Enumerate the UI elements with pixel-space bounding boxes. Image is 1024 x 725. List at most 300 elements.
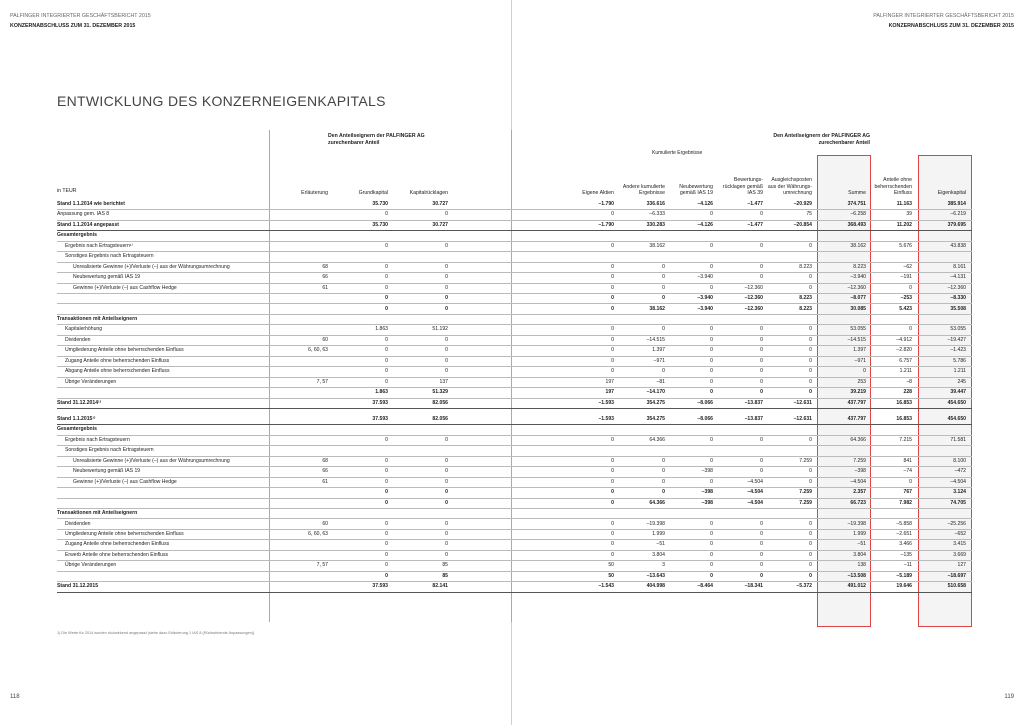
row-value: –12.360 <box>744 284 763 291</box>
row-value: –3.940 <box>697 305 713 312</box>
row-value: 245 <box>957 378 966 385</box>
row-value: 7.259 <box>799 499 812 506</box>
row-value: 3.669 <box>953 551 966 558</box>
group-header-left: Den Anteilseignern der PALFINGER AG zurechenbarer Anteil <box>328 133 425 146</box>
row-value: 74.705 <box>950 499 966 506</box>
row-value: 3.124 <box>953 489 966 496</box>
row-value: 0 <box>611 478 614 485</box>
row-label: Übrige Veränderungen <box>65 562 117 569</box>
row-value: 8.223 <box>799 305 812 312</box>
row-value: 1.397 <box>853 347 866 354</box>
row-value: 1.211 <box>953 368 966 375</box>
row-value: 43.838 <box>950 242 966 249</box>
row-value: 0 <box>385 551 388 558</box>
row-value: –1.477 <box>747 201 763 207</box>
row-value: –6.333 <box>649 211 665 218</box>
row-value: 37.593 <box>372 399 388 406</box>
row-value: 0 <box>385 499 388 506</box>
row-value: 437.797 <box>847 416 866 422</box>
row-value: 0 <box>611 436 614 443</box>
row-value: 35.730 <box>372 201 388 207</box>
row-value: 6, 60, 63 <box>308 347 328 354</box>
row-value: 0 <box>909 478 912 485</box>
row-value: 0 <box>760 551 763 558</box>
table-row <box>57 336 972 346</box>
row-value: –971 <box>653 357 665 364</box>
row-value: 38.162 <box>649 305 665 312</box>
row-value: 0 <box>611 520 614 527</box>
row-value: 0 <box>385 478 388 485</box>
row-value: 6, 60, 63 <box>308 530 328 537</box>
row-value: 0 <box>809 572 812 579</box>
row-value: 0 <box>710 562 713 569</box>
row-label: Neubewertung gemäß IAS 19 <box>73 468 141 475</box>
header-left-line2: KONZERNABSCHLUSS ZUM 31. DEZEMBER 2015 <box>10 23 136 29</box>
row-value: –12.360 <box>744 295 763 302</box>
table-row <box>57 399 972 409</box>
row-value: 767 <box>903 489 912 496</box>
row-value: 37.593 <box>372 583 388 590</box>
table-row <box>57 294 972 304</box>
row-value: 0 <box>809 368 812 375</box>
row-value: 0 <box>385 378 388 385</box>
row-value: 841 <box>903 457 912 464</box>
row-value: 64.366 <box>649 499 665 506</box>
row-value: 0 <box>445 541 448 548</box>
row-value: 0 <box>809 357 812 364</box>
row-value: 38.162 <box>649 242 665 249</box>
row-value: 3.804 <box>853 551 866 558</box>
row-value: 0 <box>385 436 388 443</box>
table-row <box>57 540 972 550</box>
row-value: 0 <box>385 295 388 302</box>
row-value: 0 <box>662 478 665 485</box>
row-value: –5.858 <box>896 520 912 527</box>
row-value: 0 <box>611 263 614 270</box>
table-row <box>57 305 972 315</box>
row-value: 0 <box>760 572 763 579</box>
row-value: 0 <box>385 572 388 579</box>
row-value: 0 <box>611 284 614 291</box>
row-value: 3.466 <box>899 541 912 548</box>
row-value: 0 <box>445 457 448 464</box>
row-label: Umgliederung Anteile ohne beherrschenden Einfluss <box>65 530 184 537</box>
row-value: 0 <box>760 520 763 527</box>
row-value: 0 <box>809 242 812 249</box>
row-value: 0 <box>611 305 614 312</box>
row-value: 0 <box>710 520 713 527</box>
row-label: Transaktionen mit Anteilseignern <box>57 510 138 517</box>
row-value: 0 <box>809 389 812 396</box>
row-value: –253 <box>900 295 912 302</box>
row-value: 0 <box>385 274 388 281</box>
row-value: –1.423 <box>950 347 966 354</box>
row-value: 1.999 <box>652 530 665 537</box>
row-value: 0 <box>385 242 388 249</box>
row-value: –6.219 <box>950 211 966 218</box>
row-value: –8.330 <box>950 295 966 302</box>
row-value: 437.797 <box>847 399 866 406</box>
row-value: –2.820 <box>896 347 912 354</box>
row-label: Ergebnis nach Ertragsteuern <box>65 436 130 443</box>
row-label: Umgliederung Anteile ohne beherrschenden Einfluss <box>65 347 184 354</box>
row-value: 0 <box>760 541 763 548</box>
row-value: 30.727 <box>432 201 448 207</box>
row-value: 0 <box>760 530 763 537</box>
table-row <box>57 551 972 561</box>
row-value: 7.259 <box>799 457 812 464</box>
row-value: 0 <box>385 357 388 364</box>
row-value: 454.650 <box>947 399 966 406</box>
table-row <box>57 499 972 509</box>
row-value: 379.695 <box>947 221 966 228</box>
row-value: 0 <box>611 357 614 364</box>
table-row <box>57 488 972 498</box>
row-value: 0 <box>611 326 614 333</box>
row-value: –4.131 <box>950 274 966 281</box>
header-right-line2: KONZERNABSCHLUSS ZUM 31. DEZEMBER 2015 <box>888 23 1014 29</box>
row-label: Gewinne (+)/Verluste (–) aus Cashflow Hedge <box>73 284 177 291</box>
row-value: –25.256 <box>947 520 966 527</box>
table-row <box>57 273 972 283</box>
row-value: –18.697 <box>947 572 966 579</box>
row-value: –1.543 <box>598 583 614 590</box>
row-value: 0 <box>385 457 388 464</box>
row-value: 0 <box>445 263 448 270</box>
row-value: 354.275 <box>646 399 665 406</box>
row-value: 8.223 <box>853 263 866 270</box>
row-value: 5.676 <box>899 242 912 249</box>
row-value: 1.999 <box>853 530 866 537</box>
row-value: 0 <box>662 274 665 281</box>
row-value: –12.631 <box>793 416 812 422</box>
row-value: 0 <box>710 530 713 537</box>
row-value: 0 <box>445 242 448 249</box>
row-value: 0 <box>710 336 713 343</box>
table-row <box>57 210 972 220</box>
row-value: –5.372 <box>796 583 812 590</box>
table-row <box>57 231 972 241</box>
row-value: 30.085 <box>850 305 866 312</box>
row-value: 3.415 <box>953 541 966 548</box>
row-value: 0 <box>760 562 763 569</box>
row-value: 85 <box>442 572 448 579</box>
row-value: 197 <box>605 378 614 385</box>
row-value: 8.100 <box>953 457 966 464</box>
row-value: –13.837 <box>744 416 763 422</box>
row-value: 35.508 <box>950 305 966 312</box>
row-value: 0 <box>445 211 448 218</box>
row-value: 0 <box>809 551 812 558</box>
row-value: 0 <box>809 274 812 281</box>
table-row <box>57 436 972 446</box>
row-label: Stand 1.1.2015¹⁾ <box>57 416 96 422</box>
row-value: 0 <box>760 347 763 354</box>
row-value: 0 <box>760 436 763 443</box>
row-value: 0 <box>809 541 812 548</box>
row-value: 5.786 <box>953 357 966 364</box>
row-value: 138 <box>857 562 866 569</box>
row-value: 0 <box>809 478 812 485</box>
row-value: –4.126 <box>697 221 713 228</box>
row-value: 51.192 <box>432 326 448 333</box>
row-value: 8.161 <box>953 263 966 270</box>
row-value: 7.215 <box>899 436 912 443</box>
row-value: –4.126 <box>697 201 713 207</box>
group-subheader: Kumulierte Ergebnisse <box>652 150 703 156</box>
row-value: –81 <box>656 378 665 385</box>
table-row <box>57 284 972 294</box>
column-header: Anteile ohne beherrschenden Einfluss <box>874 177 912 196</box>
footnote: 1) Die Werte für 2014 wurden rückwirkend angepasst (siehe dazu Erläuterung 1 IAS 8 (Rückwirkende Anpassungen)). <box>57 631 256 635</box>
page-number-right: 119 <box>1004 694 1014 700</box>
row-value: 0 <box>385 211 388 218</box>
row-value: 16.853 <box>896 416 912 422</box>
row-value: –398 <box>701 468 713 475</box>
row-value: –5.189 <box>896 572 912 579</box>
table-row <box>57 467 972 477</box>
row-label: Zugang Anteile ohne beherrschenden Einfluss <box>65 357 170 364</box>
row-value: 7.982 <box>899 499 912 506</box>
row-value: 0 <box>385 305 388 312</box>
table-row <box>57 446 972 456</box>
row-label: Stand 31.12.2015 <box>57 583 99 590</box>
row-value: 0 <box>760 468 763 475</box>
row-value: 0 <box>611 457 614 464</box>
column-header: Grundkapital <box>358 189 388 196</box>
row-value: 253 <box>857 378 866 385</box>
row-label: Sonstiges Ergebnis nach Ertragsteuern <box>65 447 154 454</box>
row-value: 0 <box>611 242 614 249</box>
row-value: 61 <box>322 478 328 485</box>
row-value: 0 <box>710 368 713 375</box>
row-value: 0 <box>611 347 614 354</box>
row-value: –62 <box>903 263 912 270</box>
row-value: –3.940 <box>697 274 713 281</box>
row-value: –14.515 <box>847 336 866 343</box>
row-value: 0 <box>760 357 763 364</box>
row-label: Kapitalerhöhung <box>65 326 103 333</box>
row-value: –398 <box>854 468 866 475</box>
row-value: 0 <box>611 489 614 496</box>
row-value: 127 <box>957 562 966 569</box>
row-value: 53.055 <box>850 326 866 333</box>
header-right <box>873 13 1014 29</box>
row-value: 0 <box>809 378 812 385</box>
row-value: 0 <box>760 274 763 281</box>
row-value: 5.423 <box>899 305 912 312</box>
row-value: 0 <box>662 468 665 475</box>
row-label: Stand 1.1.2014 wie berichtet <box>57 201 125 207</box>
table-row <box>57 221 972 231</box>
row-value: 64.366 <box>649 436 665 443</box>
row-value: 374.751 <box>847 201 866 207</box>
row-value: –12.360 <box>947 284 966 291</box>
row-label: Neubewertung gemäß IAS 19 <box>73 274 141 281</box>
row-value: 0 <box>445 284 448 291</box>
table-row <box>57 478 972 488</box>
row-value: –74 <box>903 468 912 475</box>
column-header: Summe <box>848 189 866 196</box>
row-value: –51 <box>857 541 866 548</box>
row-value: 0 <box>710 378 713 385</box>
row-label: Stand 1.1.2014 angepasst <box>57 221 120 228</box>
row-value: –1.477 <box>747 221 763 228</box>
table-row <box>57 252 972 262</box>
row-value: 8.223 <box>799 295 812 302</box>
table-row <box>57 509 972 519</box>
table-row <box>57 561 972 571</box>
row-label: Dividenden <box>65 520 91 527</box>
row-value: 50 <box>608 562 614 569</box>
row-value: 66.723 <box>850 499 866 506</box>
table-row <box>57 457 972 467</box>
row-value: 1.863 <box>375 389 388 396</box>
table-row <box>57 520 972 530</box>
row-value: 0 <box>445 551 448 558</box>
row-value: 0 <box>662 457 665 464</box>
row-label: Anpassung gem. IAS 8 <box>57 211 110 218</box>
row-value: 0 <box>445 357 448 364</box>
row-value: –4.504 <box>850 478 866 485</box>
column-header: Bewertungs-rücklagen gemäß IAS 39 <box>722 177 763 196</box>
row-value: 510.658 <box>947 583 966 590</box>
row-label: Unrealisierte Gewinne (+)/Verluste (–) aus der Währungsumrechnung <box>73 263 230 270</box>
row-value: 0 <box>710 263 713 270</box>
row-value: 50 <box>608 572 614 579</box>
row-value: –4.504 <box>950 478 966 485</box>
row-value: 0 <box>909 326 912 333</box>
table-row <box>57 367 972 377</box>
row-value: 0 <box>445 295 448 302</box>
row-value: 0 <box>710 389 713 396</box>
row-value: 404.998 <box>646 583 665 590</box>
row-value: –8.464 <box>697 583 713 590</box>
row-value: 6.757 <box>899 357 912 364</box>
row-value: 368.493 <box>847 221 866 228</box>
column-header: Eigene Aktien <box>582 189 614 196</box>
row-value: 0 <box>760 326 763 333</box>
row-value: –12.360 <box>847 284 866 291</box>
row-value: –135 <box>900 551 912 558</box>
row-label: Unrealisierte Gewinne (+)/Verluste (–) aus der Währungsumrechnung <box>73 457 230 464</box>
row-value: 0 <box>760 263 763 270</box>
row-value: –14.170 <box>646 389 665 396</box>
row-value: 0 <box>809 347 812 354</box>
row-label: Stand 31.12.2014¹⁾ <box>57 399 102 406</box>
row-value: 454.650 <box>947 416 966 422</box>
row-value: 0 <box>611 499 614 506</box>
row-value: 30.727 <box>432 221 448 228</box>
row-value: 0 <box>445 274 448 281</box>
row-value: –12.360 <box>744 305 763 312</box>
row-value: 0 <box>385 562 388 569</box>
row-value: 0 <box>445 305 448 312</box>
row-value: 53.055 <box>950 326 966 333</box>
row-label: Erwerb Anteile ohne beherrschenden Einfluss <box>65 551 169 558</box>
row-value: 0 <box>710 551 713 558</box>
row-value: 0 <box>710 284 713 291</box>
row-value: 0 <box>710 572 713 579</box>
row-value: 0 <box>385 530 388 537</box>
row-value: –652 <box>954 530 966 537</box>
row-value: 0 <box>385 284 388 291</box>
row-value: 0 <box>710 347 713 354</box>
row-value: 0 <box>445 347 448 354</box>
column-header: Ausgleichsposten aus der Währungs-umrechnung <box>767 177 812 196</box>
row-value: 68 <box>322 263 328 270</box>
row-value: 82.056 <box>432 399 448 406</box>
row-value: –2.651 <box>896 530 912 537</box>
row-value: 1.397 <box>652 347 665 354</box>
row-value: 0 <box>662 489 665 496</box>
row-value: 0 <box>662 284 665 291</box>
row-value: –398 <box>701 499 713 506</box>
row-value: 82.056 <box>432 416 448 422</box>
row-value: –14.515 <box>646 336 665 343</box>
row-value: –472 <box>954 468 966 475</box>
row-value: –12.631 <box>793 399 812 406</box>
column-header: Kapitalrücklagen <box>409 189 448 196</box>
column-header: Erläuterung <box>301 189 328 196</box>
row-value: 0 <box>760 378 763 385</box>
row-label: Gewinne (+)/Verluste (–) aus Cashflow Hedge <box>73 478 177 485</box>
row-value: 0 <box>611 530 614 537</box>
table-row <box>57 530 972 540</box>
header-left <box>10 13 151 29</box>
row-value: 11.202 <box>896 221 912 228</box>
row-value: 0 <box>809 562 812 569</box>
row-value: 0 <box>385 489 388 496</box>
row-value: 0 <box>809 436 812 443</box>
row-value: –19.427 <box>947 336 966 343</box>
row-value: –4.504 <box>747 489 763 496</box>
row-value: 0 <box>385 368 388 375</box>
row-value: 39 <box>906 211 912 218</box>
row-value: 0 <box>760 211 763 218</box>
row-value: 0 <box>710 436 713 443</box>
row-label: Ergebnis nach Ertragsteuern¹⁾ <box>65 242 133 249</box>
row-value: –19.398 <box>646 520 665 527</box>
row-value: 0 <box>760 242 763 249</box>
row-value: –8.077 <box>850 295 866 302</box>
table-row <box>57 315 972 325</box>
row-value: 197 <box>605 389 614 396</box>
row-value: 0 <box>710 457 713 464</box>
row-value: 0 <box>809 326 812 333</box>
row-value: 0 <box>385 336 388 343</box>
row-value: 0 <box>445 489 448 496</box>
row-value: 0 <box>809 530 812 537</box>
row-value: –1.593 <box>598 399 614 406</box>
row-value: 228 <box>903 389 912 396</box>
row-value: 0 <box>611 274 614 281</box>
row-value: 0 <box>662 326 665 333</box>
row-value: 0 <box>710 541 713 548</box>
row-value: 0 <box>445 530 448 537</box>
table-row <box>57 357 972 367</box>
row-value: –20.854 <box>793 221 812 228</box>
row-value: 0 <box>611 551 614 558</box>
row-value: 7.259 <box>799 489 812 496</box>
row-value: 0 <box>445 436 448 443</box>
table-row <box>57 200 972 210</box>
row-value: 0 <box>909 284 912 291</box>
row-value: –3.940 <box>697 295 713 302</box>
row-label: Abgang Anteile ohne beherrschenden Einfluss <box>65 368 170 375</box>
row-value: 75 <box>806 211 812 218</box>
row-value: 0 <box>611 211 614 218</box>
